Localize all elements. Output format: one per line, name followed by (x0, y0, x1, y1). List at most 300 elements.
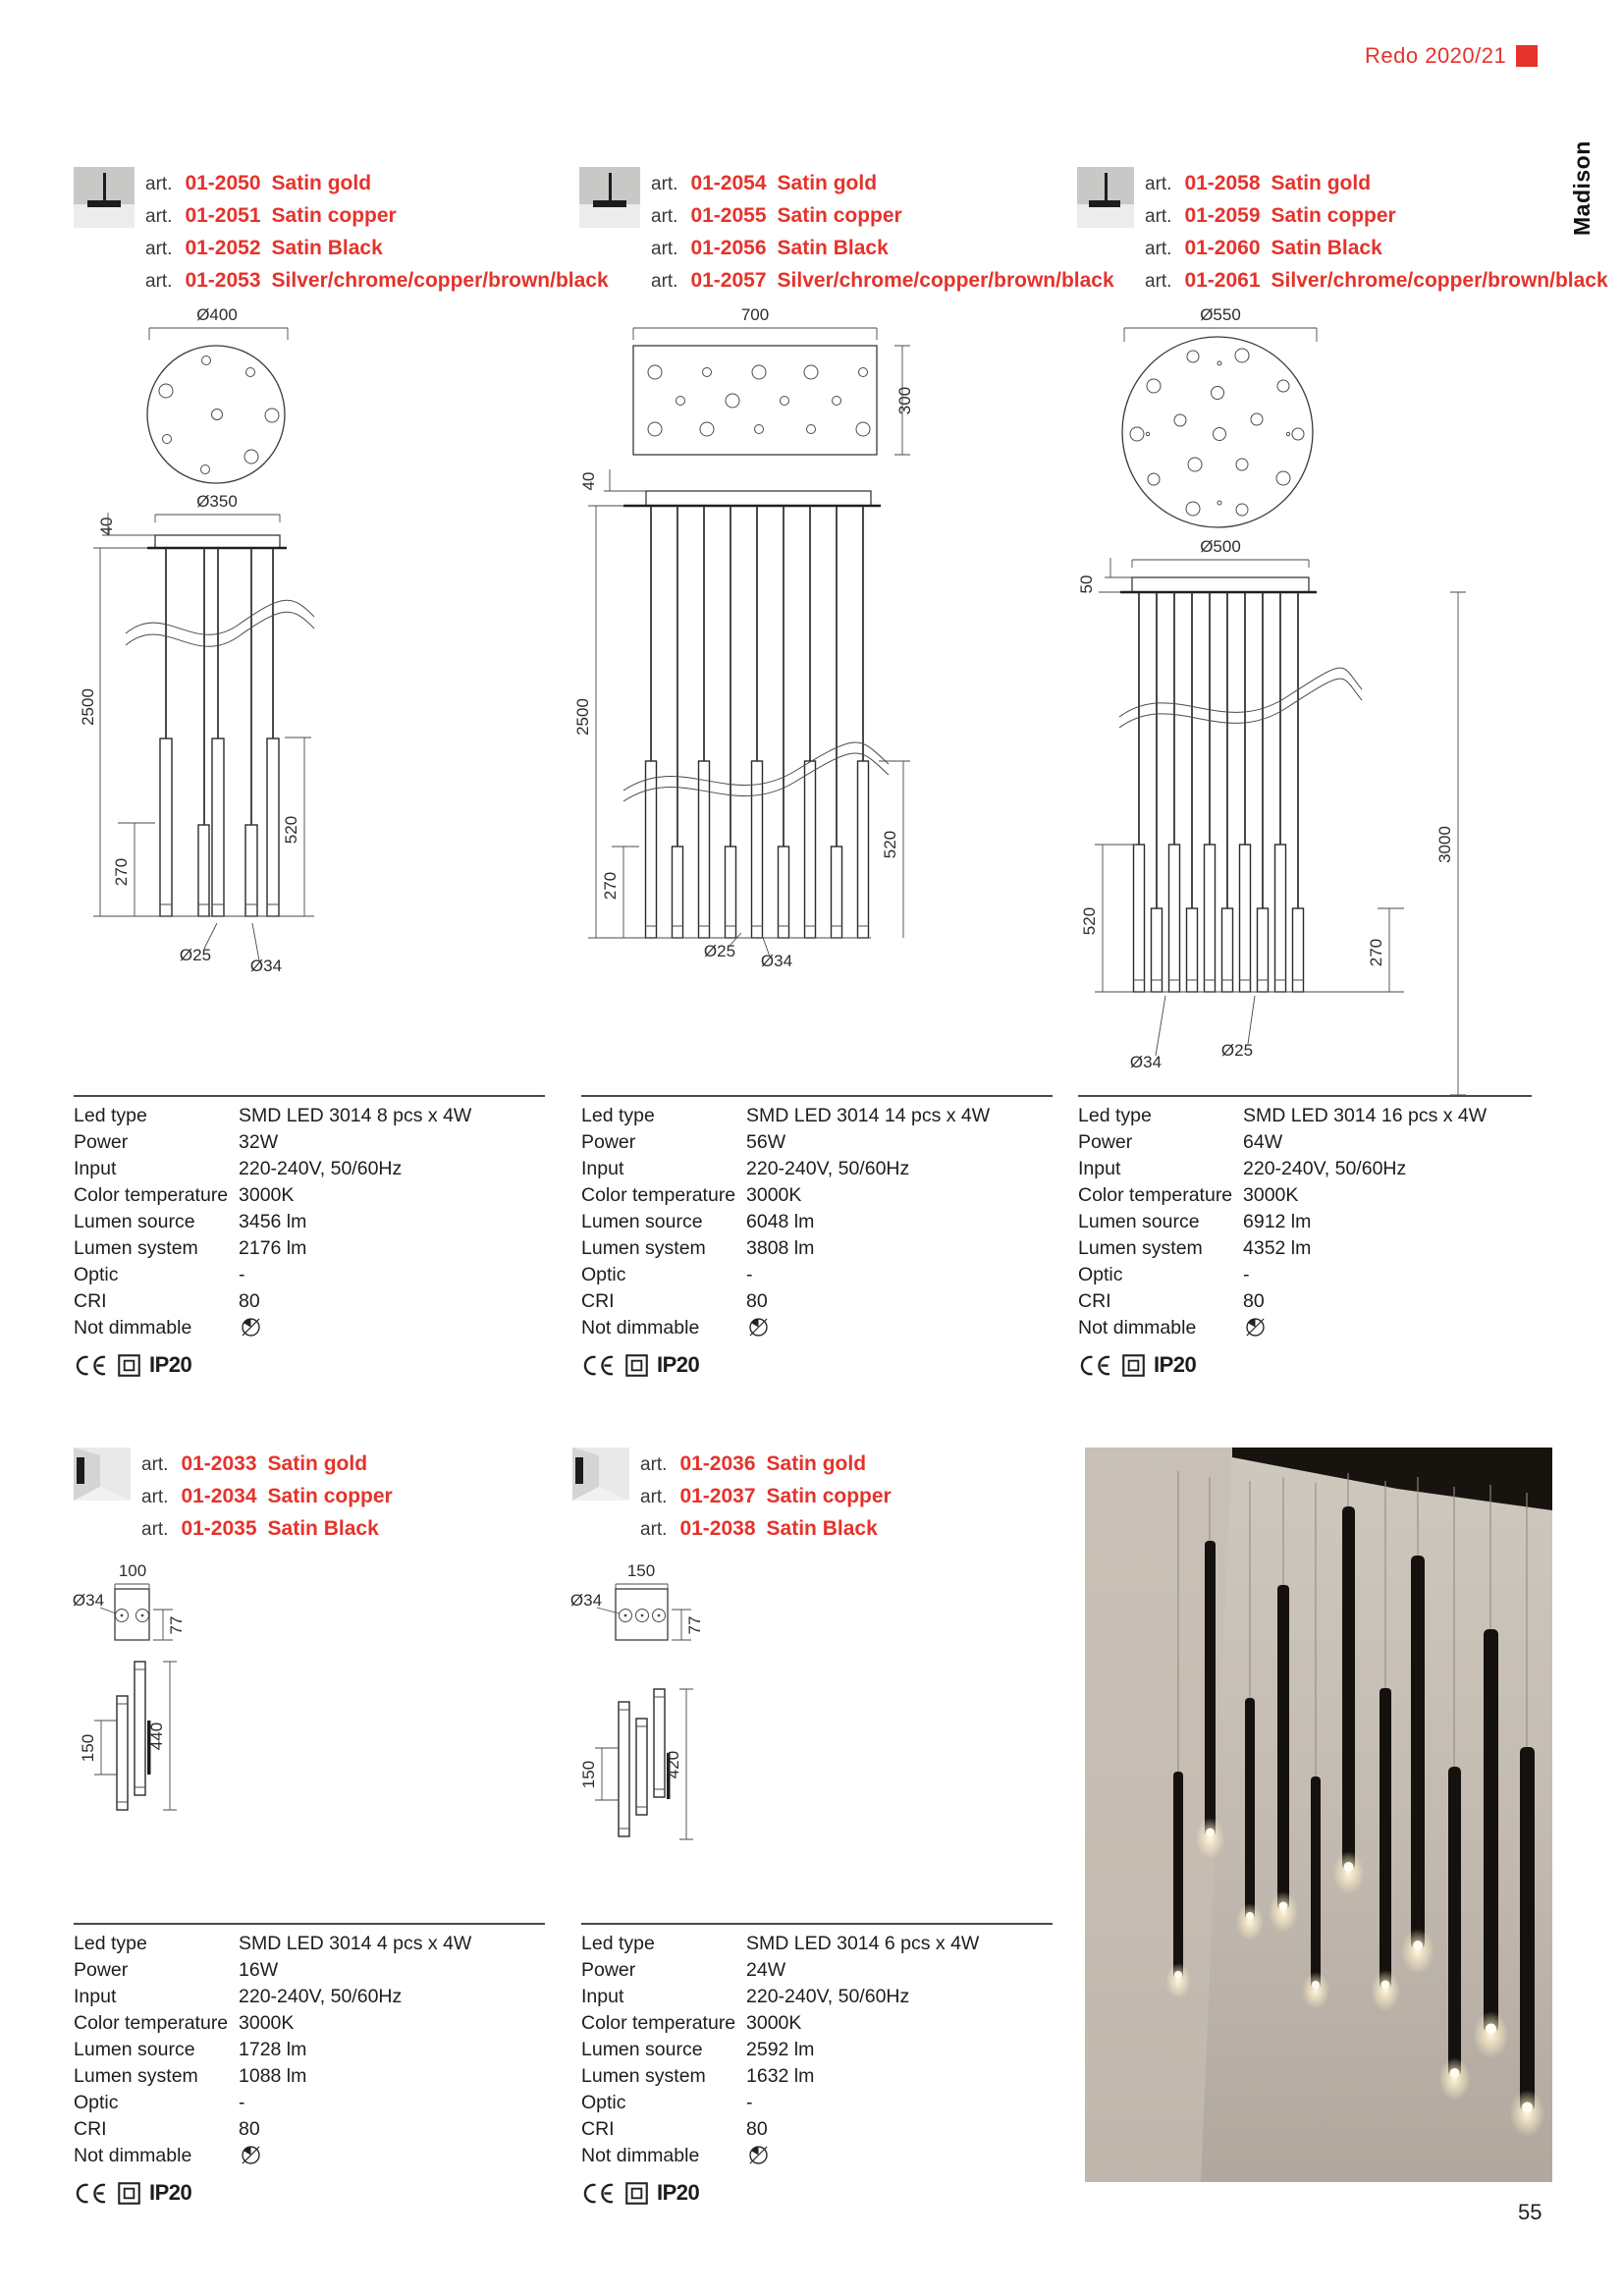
art-code: 01-2034 (181, 1485, 257, 1507)
double-insulation-icon (625, 2182, 648, 2205)
spec-row (581, 1182, 1053, 1209)
art-finish: Satin copper (1271, 204, 1396, 227)
art-prefix: art. (145, 206, 173, 227)
spec-value: SMD LED 3014 16 pcs x 4W (1243, 1105, 1488, 1126)
spec-value: 2176 lm (239, 1237, 307, 1259)
spec-label: Lumen source (581, 1211, 703, 1232)
double-insulation-icon (625, 1354, 648, 1377)
no-dimmer-icon (746, 2143, 1053, 2169)
spec-row (581, 1262, 1053, 1288)
page-number: 55 (1518, 2200, 1542, 2224)
spec-row (581, 2143, 1053, 2169)
dim-canopy-h: 40 (97, 517, 116, 536)
spec-row (74, 1262, 545, 1288)
spec-label: Color temperature (581, 2012, 736, 2034)
art-code: 01-2038 (679, 1517, 756, 1540)
art-code: 01-2054 (690, 172, 767, 194)
ip-rating: IP20 (149, 2180, 192, 2205)
dim-canopy-front: Ø500 (1200, 537, 1241, 556)
no-dimmer-icon (239, 2143, 545, 2169)
spec-value: 32W (239, 1131, 279, 1153)
spec-row (74, 1288, 545, 1315)
canopy-holes (159, 356, 279, 474)
spec-label: Color temperature (1078, 1184, 1233, 1206)
art-code: 01-2060 (1184, 237, 1261, 259)
spec-row (74, 2090, 545, 2116)
spec-label: Not dimmable (74, 2145, 192, 2166)
spec-label: Led type (581, 1105, 655, 1126)
spec-value: 64W (1243, 1131, 1283, 1153)
spec-label: Led type (74, 1933, 147, 1954)
spec-label: Optic (581, 2092, 626, 2113)
double-insulation-icon (1122, 1354, 1145, 1377)
art-finish: Satin Black (267, 1517, 379, 1540)
catalog-title: Redo 2020/21 (1365, 43, 1507, 68)
art-prefix: art. (141, 1519, 169, 1540)
art-finish: Satin copper (271, 204, 397, 227)
spec-label: Input (581, 1986, 624, 2007)
art-item (1145, 168, 1608, 200)
spec-label: CRI (581, 1290, 615, 1312)
art-finish: Satin Black (777, 237, 889, 259)
ip-rating: IP20 (657, 2180, 700, 2205)
dim-height: 440 (147, 1722, 166, 1751)
spec-label: Lumen source (74, 2039, 195, 2060)
spec-value: SMD LED 3014 14 pcs x 4W (746, 1105, 991, 1126)
art-finish: Satin copper (777, 204, 902, 227)
spec-value: 220-240V, 50/60Hz (239, 1986, 403, 2007)
art-item (141, 1513, 393, 1546)
spec-label: Optic (1078, 1264, 1123, 1285)
art-finish: Satin copper (267, 1485, 393, 1507)
cable-break-wave (126, 600, 314, 646)
art-finish: Satin gold (766, 1452, 867, 1475)
art-prefix: art. (640, 1454, 668, 1475)
pendant-fixture-icon (1077, 167, 1134, 228)
ce-mark-icon (581, 1354, 617, 1377)
art-item (651, 168, 1114, 200)
spec-value: 6048 lm (746, 1211, 815, 1232)
dim-dia-small: Ø25 (179, 946, 212, 964)
canopy-holes (1130, 349, 1304, 516)
spec-row (74, 2063, 545, 2090)
spec-label: Led type (1078, 1105, 1152, 1126)
art-prefix: art. (651, 206, 678, 227)
spec-row (581, 1288, 1053, 1315)
art-item (145, 168, 609, 200)
art-finish: Satin Black (766, 1517, 878, 1540)
spec-value: SMD LED 3014 6 pcs x 4W (746, 1933, 980, 1954)
art-prefix: art. (145, 174, 173, 194)
dim-dia: Ø34 (569, 1591, 603, 1610)
art-code: 01-2059 (1184, 204, 1261, 227)
spec-label: Input (74, 1158, 117, 1179)
dim-body: 150 (79, 1733, 97, 1763)
art-item (651, 200, 1114, 233)
spec-value: 3000K (239, 2012, 295, 2034)
art-list-wall-2 (572, 1448, 892, 1546)
spec-label: Optic (581, 1264, 626, 1285)
no-dimmer-icon (746, 1315, 1053, 1341)
spec-label: Lumen source (74, 1211, 195, 1232)
spec-row (74, 2010, 545, 2037)
spec-table-pendant-1 (74, 1095, 545, 1378)
art-lines (651, 167, 1114, 298)
art-code: 01-2053 (185, 269, 261, 292)
spec-value: 6912 lm (1243, 1211, 1312, 1232)
spec-label: CRI (74, 2118, 107, 2140)
canopy-holes (648, 365, 870, 436)
art-code: 01-2035 (181, 1517, 257, 1540)
dim-canopy-d: 300 (895, 386, 914, 415)
art-code: 01-2061 (1184, 269, 1261, 292)
spec-row (581, 1156, 1053, 1182)
double-insulation-icon (118, 1354, 140, 1377)
dim-tube-short: 270 (1367, 938, 1385, 967)
ce-mark-icon (74, 1354, 109, 1377)
dim-width: 100 (118, 1561, 147, 1580)
front-view (619, 1689, 671, 1836)
art-code: 01-2057 (690, 269, 767, 292)
art-finish: Satin gold (777, 172, 878, 194)
spec-label: CRI (1078, 1290, 1111, 1312)
spec-row (1078, 1288, 1532, 1315)
spec-row (581, 1103, 1053, 1129)
spec-label: Power (581, 1131, 636, 1153)
tube-sections (116, 1610, 149, 1622)
wall-fixture-icon (572, 1448, 629, 1501)
art-prefix: art. (145, 239, 173, 259)
spec-row (1078, 1235, 1532, 1262)
technical-drawing-pendant-1 (57, 295, 381, 982)
certifications (74, 1352, 545, 1378)
art-code: 01-2033 (181, 1452, 257, 1475)
dim-dia-large: Ø34 (249, 957, 283, 975)
spec-value: - (1243, 1264, 1250, 1285)
spec-value: 16W (239, 1959, 279, 1981)
spec-row (581, 1235, 1053, 1262)
art-code: 01-2052 (185, 237, 261, 259)
brand-square-icon (1516, 45, 1538, 67)
dim-dia-large: Ø34 (1129, 1053, 1163, 1071)
spec-row (581, 2063, 1053, 2090)
dim-canopy-h: 50 (1077, 574, 1096, 594)
spec-row (74, 1235, 545, 1262)
dim-height: 420 (664, 1750, 682, 1779)
spec-label: Optic (74, 1264, 119, 1285)
art-finish: Satin Black (1271, 237, 1382, 259)
technical-drawing-wall-2 (565, 1557, 830, 1881)
spec-label: Power (74, 1959, 129, 1981)
spec-value: 220-240V, 50/60Hz (239, 1158, 403, 1179)
art-item (145, 265, 609, 298)
art-code: 01-2036 (679, 1452, 756, 1475)
art-prefix: art. (1145, 271, 1172, 292)
spec-row (74, 1182, 545, 1209)
pendant-fixture-icon (579, 167, 640, 228)
dim-canopy-top: Ø550 (1200, 305, 1241, 324)
art-lines (145, 167, 609, 298)
art-item (1145, 233, 1608, 265)
technical-drawing-pendant-2 (565, 295, 947, 992)
art-prefix: art. (651, 271, 678, 292)
technical-drawing-pendant-3 (1065, 285, 1497, 1149)
art-code: 01-2050 (185, 172, 261, 194)
dim-dia-small: Ø25 (703, 942, 736, 960)
spec-row (74, 1103, 545, 1129)
spec-label: Color temperature (581, 1184, 736, 1206)
ce-mark-icon (74, 2182, 109, 2205)
art-code: 01-2051 (185, 204, 261, 227)
spec-value: SMD LED 3014 4 pcs x 4W (239, 1933, 472, 1954)
spec-row (581, 1209, 1053, 1235)
spec-row (581, 1315, 1053, 1341)
spec-value: 80 (239, 1290, 260, 1312)
suspension-rods (1133, 592, 1304, 992)
art-list-pendant-2 (579, 167, 1114, 298)
dim-tube-short: 270 (112, 857, 131, 887)
spec-label: Color temperature (74, 2012, 229, 2034)
art-prefix: art. (651, 239, 678, 259)
dim-dia: Ø34 (72, 1591, 105, 1610)
spec-label: Not dimmable (74, 1317, 192, 1339)
spec-label: Not dimmable (581, 2145, 700, 2166)
spec-row (74, 2037, 545, 2063)
art-prefix: art. (145, 271, 173, 292)
spec-value: - (746, 2092, 753, 2113)
spec-value: SMD LED 3014 8 pcs x 4W (239, 1105, 472, 1126)
spec-label: Led type (581, 1933, 655, 1954)
spec-value: 1088 lm (239, 2065, 307, 2087)
art-item (141, 1481, 393, 1513)
art-finish: Satin gold (1271, 172, 1372, 194)
cable-break-wave (1119, 668, 1362, 728)
ce-mark-icon (581, 2182, 617, 2205)
dim-depth: 77 (685, 1615, 704, 1635)
spec-label: Lumen system (581, 2065, 706, 2087)
spec-value: 24W (746, 1959, 786, 1981)
spec-row (1078, 1315, 1532, 1341)
art-list-pendant-1 (74, 167, 609, 298)
spec-row (581, 2116, 1053, 2143)
ce-mark-icon (1078, 1354, 1113, 1377)
suspension-rods (160, 548, 279, 916)
dim-drop: 2500 (79, 688, 97, 726)
certifications (581, 2180, 1053, 2206)
spec-value: 80 (746, 2118, 768, 2140)
art-item (640, 1481, 892, 1513)
spec-label: Lumen system (74, 2065, 198, 2087)
spec-row (581, 2037, 1053, 2063)
art-item (1145, 200, 1608, 233)
art-item (640, 1513, 892, 1546)
spec-value: - (239, 2092, 245, 2113)
suspension-rods (645, 506, 869, 938)
spec-value: 3456 lm (239, 1211, 307, 1232)
art-prefix: art. (141, 1454, 169, 1475)
art-lines (640, 1448, 892, 1546)
spec-row (581, 2090, 1053, 2116)
spec-label: Input (1078, 1158, 1121, 1179)
dim-drop: 3000 (1435, 826, 1454, 863)
spec-row (1078, 1156, 1532, 1182)
art-code: 01-2037 (679, 1485, 756, 1507)
art-finish: Satin copper (766, 1485, 892, 1507)
dim-tube-short: 270 (601, 871, 620, 901)
art-prefix: art. (1145, 206, 1172, 227)
spec-row (1078, 1209, 1532, 1235)
art-prefix: art. (1145, 174, 1172, 194)
catalog-header (1365, 43, 1538, 69)
product-photo (1085, 1448, 1552, 2182)
dim-dia-small: Ø25 (1220, 1041, 1254, 1060)
art-prefix: art. (1145, 239, 1172, 259)
art-item (145, 200, 609, 233)
spec-row (74, 1156, 545, 1182)
spec-label: Lumen system (1078, 1237, 1203, 1259)
spec-label: Lumen system (74, 1237, 198, 1259)
art-item (141, 1449, 393, 1481)
certifications (581, 1352, 1053, 1378)
spec-row (74, 1957, 545, 1984)
art-list-pendant-3 (1077, 167, 1608, 298)
art-item (651, 233, 1114, 265)
pendant-fixture-icon (74, 167, 135, 228)
spec-value: 4352 lm (1243, 1237, 1312, 1259)
art-finish: Silver/chrome/copper/brown/black (271, 269, 609, 292)
spec-row (1078, 1103, 1532, 1129)
dim-canopy-front: Ø350 (196, 492, 238, 511)
dim-canopy-w: 700 (740, 305, 770, 324)
art-prefix: art. (651, 174, 678, 194)
dim-width: 150 (626, 1561, 656, 1580)
spec-value: 3000K (746, 1184, 802, 1206)
spec-value: 3000K (239, 1184, 295, 1206)
spec-row (74, 1129, 545, 1156)
ip-rating: IP20 (657, 1352, 700, 1377)
spec-label: Not dimmable (1078, 1317, 1197, 1339)
spec-value: 220-240V, 50/60Hz (746, 1986, 910, 2007)
spec-label: Lumen source (581, 2039, 703, 2060)
spec-table-pendant-3 (1078, 1095, 1532, 1378)
dim-drop: 2500 (573, 698, 592, 736)
spec-label: Input (581, 1158, 624, 1179)
art-code: 01-2058 (1184, 172, 1261, 194)
art-finish: Silver/chrome/copper/brown/black (1271, 269, 1608, 292)
dim-tube-long: 520 (881, 830, 899, 859)
ip-rating: IP20 (1154, 1352, 1197, 1377)
spec-row (581, 2010, 1053, 2037)
certifications (1078, 1352, 1532, 1378)
art-lines (1145, 167, 1608, 298)
spec-label: Power (581, 1959, 636, 1981)
spec-row (74, 1209, 545, 1235)
tube-sections (620, 1610, 666, 1622)
spec-value: - (746, 1264, 753, 1285)
spec-label: CRI (581, 2118, 615, 2140)
spec-value: 80 (746, 1290, 768, 1312)
spec-label: Lumen source (1078, 1211, 1200, 1232)
art-prefix: art. (141, 1487, 169, 1507)
spec-value: 1728 lm (239, 2039, 307, 2060)
spec-table-pendant-2 (581, 1095, 1053, 1378)
no-dimmer-icon (1243, 1315, 1532, 1341)
certifications (74, 2180, 545, 2206)
technical-drawing-wall-1 (57, 1557, 322, 1881)
family-name: Madison (1569, 140, 1595, 236)
spec-table-wall-2 (581, 1923, 1053, 2206)
ip-rating: IP20 (149, 1352, 192, 1377)
spec-value: 3808 lm (746, 1237, 815, 1259)
art-list-wall-1 (74, 1448, 393, 1546)
art-item (651, 265, 1114, 298)
spec-value: 220-240V, 50/60Hz (1243, 1158, 1407, 1179)
spec-row (1078, 1262, 1532, 1288)
wall-fixture-icon (74, 1448, 131, 1501)
dim-tube-long: 520 (282, 815, 300, 845)
art-finish: Satin Black (271, 237, 383, 259)
spec-row (74, 2143, 545, 2169)
spec-row (74, 2116, 545, 2143)
spec-label: Input (74, 1986, 117, 2007)
spec-row (581, 1129, 1053, 1156)
spec-value: 2592 lm (746, 2039, 815, 2060)
art-finish: Silver/chrome/copper/brown/black (777, 269, 1114, 292)
art-item (640, 1449, 892, 1481)
dim-depth: 77 (167, 1615, 186, 1635)
art-item (145, 233, 609, 265)
dim-canopy-h: 40 (579, 471, 598, 491)
spec-value: 3000K (1243, 1184, 1299, 1206)
spec-table-wall-1 (74, 1923, 545, 2206)
front-view (117, 1662, 151, 1810)
spec-value: 3000K (746, 2012, 802, 2034)
art-code: 01-2056 (690, 237, 767, 259)
spec-row (1078, 1129, 1532, 1156)
spec-value: 56W (746, 1131, 786, 1153)
art-prefix: art. (640, 1487, 668, 1507)
spec-value: 80 (239, 2118, 260, 2140)
spec-label: Led type (74, 1105, 147, 1126)
spec-label: Optic (74, 2092, 119, 2113)
spec-row (74, 1315, 545, 1341)
spec-label: Not dimmable (581, 1317, 700, 1339)
spec-value: 80 (1243, 1290, 1265, 1312)
spec-label: Lumen system (581, 1237, 706, 1259)
spec-label: CRI (74, 1290, 107, 1312)
spec-row (581, 1957, 1053, 1984)
art-lines (141, 1448, 393, 1546)
spec-value: 1632 lm (746, 2065, 815, 2087)
dim-canopy-top: Ø400 (196, 305, 238, 324)
art-finish: Satin gold (271, 172, 372, 194)
art-finish: Satin gold (267, 1452, 368, 1475)
spec-value: - (239, 1264, 245, 1285)
spec-label: Power (74, 1131, 129, 1153)
dim-tube-long: 520 (1080, 906, 1099, 936)
spec-row (1078, 1182, 1532, 1209)
art-code: 01-2055 (690, 204, 767, 227)
dim-body: 150 (579, 1760, 598, 1789)
spec-row (581, 1984, 1053, 2010)
spec-row (581, 1931, 1053, 1957)
dim-dia-large: Ø34 (760, 952, 793, 970)
spec-label: Color temperature (74, 1184, 229, 1206)
art-prefix: art. (640, 1519, 668, 1540)
spec-value: 220-240V, 50/60Hz (746, 1158, 910, 1179)
double-insulation-icon (118, 2182, 140, 2205)
spec-row (74, 1931, 545, 1957)
